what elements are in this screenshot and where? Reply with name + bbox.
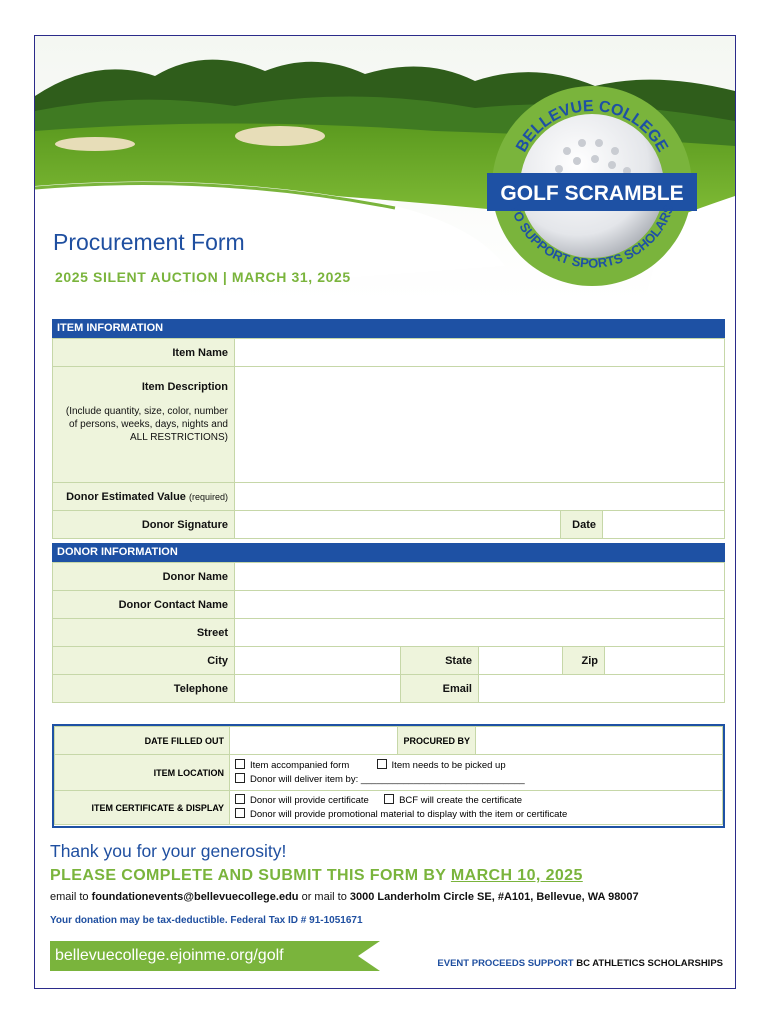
certificate-options: [230, 791, 723, 825]
deliver-checkbox[interactable]: [235, 773, 245, 783]
item-information-heading: ITEM INFORMATION: [52, 319, 725, 338]
donor-information-table: [52, 562, 725, 703]
date-label: Date: [561, 511, 603, 539]
state-label: State: [401, 647, 479, 675]
telephone-label: Telephone: [53, 675, 235, 703]
registration-url-link[interactable]: bellevuecollege.ejoinme.org/golf: [55, 947, 284, 964]
telephone-field[interactable]: [235, 675, 401, 703]
submit-deadline-date: MARCH 10, 2025: [450, 867, 583, 884]
mailing-address: 3000 Landerholm Circle SE, #A101, Bellevue, WA 98007: [349, 891, 639, 903]
form-title: Procurement Form: [53, 229, 245, 255]
proceeds-statement: [437, 958, 723, 969]
donor-signature-label: Donor Signature: [53, 511, 235, 539]
email-prefix: email to: [50, 891, 92, 903]
donor-contact-name-field[interactable]: [235, 591, 725, 619]
mail-prefix: or mail to: [298, 891, 350, 903]
proceeds-prefix: EVENT PROCEEDS SUPPORT: [437, 958, 577, 969]
accompanied-option-label: Item accompanied form: [250, 759, 350, 771]
submit-deadline-prefix: PLEASE COMPLETE AND SUBMIT THIS FORM BY: [50, 867, 451, 884]
city-field[interactable]: [235, 647, 401, 675]
item-certificate-label: ITEM CERTIFICATE & DISPLAY: [55, 791, 230, 825]
donor-estimated-value-field[interactable]: [235, 483, 725, 511]
logo-bottom-arc-text: TO SUPPORT SPORTS SCHOLARS: [507, 202, 677, 271]
tax-deductible-note: Your donation may be tax-deductible. Federal Tax ID # 91-1051671: [50, 915, 363, 926]
email-link[interactable]: foundationevents@bellevuecollege.edu: [91, 891, 299, 903]
procured-by-field[interactable]: [476, 727, 723, 755]
required-note: (required): [188, 491, 228, 502]
logo-top-arc-text: BELLEVUE COLLEGE: [513, 97, 671, 156]
picked-up-checkbox[interactable]: [377, 759, 387, 769]
street-field[interactable]: [235, 619, 725, 647]
promo-material-label: Donor will provide promotional material to display with the item or certificate: [250, 808, 568, 820]
office-use-table: [54, 726, 723, 825]
item-description-label-cell: [53, 367, 235, 483]
office-use-box: [52, 724, 725, 828]
zip-field[interactable]: [605, 647, 725, 675]
item-location-label: ITEM LOCATION: [55, 755, 230, 791]
city-label: City: [53, 647, 235, 675]
proceeds-beneficiary: BC ATHLETICS SCHOLARSHIPS: [576, 958, 723, 969]
item-description-field[interactable]: [235, 367, 725, 483]
item-description-label: Item Description: [141, 381, 228, 393]
donor-information-heading: DONOR INFORMATION: [52, 543, 725, 562]
event-subtitle: 2025 SILENT AUCTION | MARCH 31, 2025: [55, 269, 351, 285]
cert-row-1: [235, 794, 717, 808]
thank-you-message: Thank you for your generosity!: [50, 841, 287, 861]
deliver-option-label: Donor will deliver item by: _______________________________: [250, 773, 525, 785]
item-location-options: [230, 755, 723, 791]
donor-name-label: Donor Name: [53, 563, 235, 591]
donor-estimated-value-label: Donor Estimated Value: [66, 490, 186, 503]
date-filled-out-field[interactable]: [230, 727, 398, 755]
item-information-table: [52, 338, 725, 539]
donor-certificate-label: Donor will provide certificate: [250, 794, 369, 806]
accompanied-checkbox[interactable]: [235, 759, 245, 769]
cert-row-2: [235, 808, 717, 822]
option-row-1: [235, 759, 717, 773]
item-name-label: Item Name: [53, 339, 235, 367]
email-field[interactable]: [479, 675, 725, 703]
zip-label: Zip: [563, 647, 605, 675]
donor-certificate-checkbox[interactable]: [235, 794, 245, 804]
donor-estimated-value-label-cell: [53, 483, 235, 511]
logo-ribbon-text: GOLF SCRAMBLE: [500, 182, 684, 205]
option-row-2: [235, 773, 717, 787]
donor-name-field[interactable]: [235, 563, 725, 591]
email-label: Email: [401, 675, 479, 703]
picked-up-option-label: Item needs to be picked up: [391, 759, 506, 771]
bcf-certificate-label: BCF will create the certificate: [399, 794, 523, 806]
street-label: Street: [53, 619, 235, 647]
promo-material-checkbox[interactable]: [235, 808, 245, 818]
item-name-field[interactable]: [235, 339, 725, 367]
date-field[interactable]: [603, 511, 725, 539]
item-description-hint: (Include quantity, size, color, number of persons, weeks, days, nights and ALL RESTRICTIONS): [65, 406, 228, 443]
bcf-certificate-checkbox[interactable]: [384, 794, 394, 804]
contact-instructions: [50, 891, 639, 903]
donor-contact-name-label: Donor Contact Name: [53, 591, 235, 619]
donor-signature-field[interactable]: [235, 511, 561, 539]
date-filled-out-label: DATE FILLED OUT: [55, 727, 230, 755]
procurement-form-page: [34, 35, 736, 989]
golf-scramble-logo: [487, 81, 697, 291]
submit-deadline-line: [50, 867, 583, 885]
procured-by-label: PROCURED BY: [398, 727, 476, 755]
state-field[interactable]: [479, 647, 563, 675]
